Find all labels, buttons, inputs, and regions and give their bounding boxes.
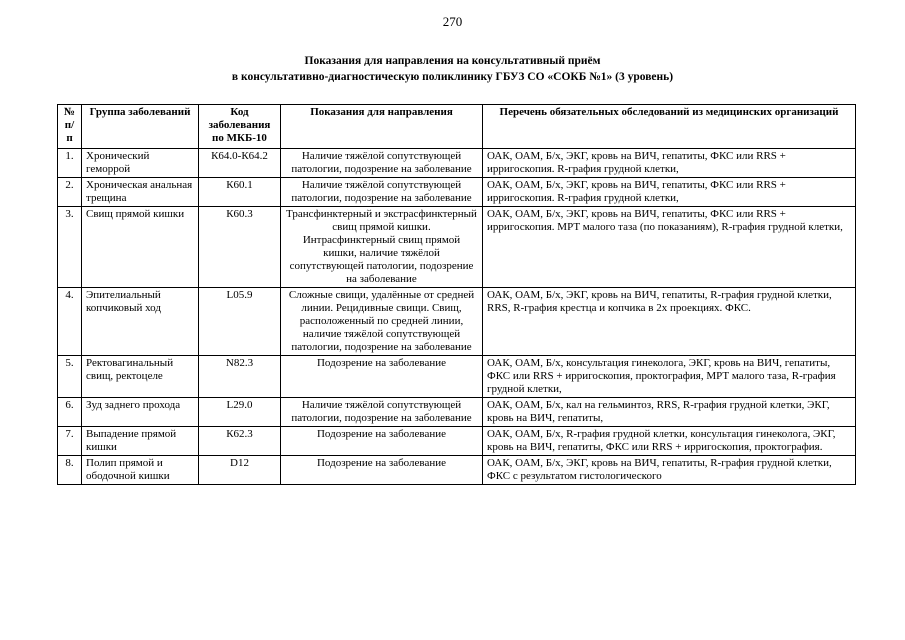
row-exams: ОАК, ОАМ, Б/х, кал на гельминтоз, RRS, R-графия грудной клетки, ЭКГ, кровь на ВИЧ, гепатиты, — [483, 398, 856, 427]
row-num: 6. — [58, 398, 82, 427]
table-row — [58, 207, 856, 288]
header-code: Код заболевания по МКБ-10 — [199, 105, 281, 149]
row-group: Выпадение прямой кишки — [82, 427, 199, 456]
row-code: L29.0 — [199, 398, 281, 427]
row-group: Эпителиальный копчиковый ход — [82, 288, 199, 356]
row-code: К60.3 — [199, 207, 281, 288]
indications-table — [57, 104, 856, 485]
row-indications: Трансфинктерный и экстрасфинктерный свищ прямой кишки. Интрасфинктерный свищ прямой кишки, наличие тяжёлой сопутствующей патологии, подозрение на заболевание — [281, 207, 483, 288]
row-exams: ОАК, ОАМ, Б/х, консультация гинеколога, ЭКГ, кровь на ВИЧ, гепатиты, ФКС или RRS + ирригоскопия, проктография, МРТ малого таза, R-графия грудной клетки, — [483, 356, 856, 398]
row-code: К64.0-К64.2 — [199, 149, 281, 178]
row-num: 5. — [58, 356, 82, 398]
row-exams: ОАК, ОАМ, Б/х, ЭКГ, кровь на ВИЧ, гепатиты, ФКС или RRS + ирригоскопия. МРТ малого таза (по показаниям), R-графия грудной клетки, — [483, 207, 856, 288]
row-num: 7. — [58, 427, 82, 456]
row-num: 1. — [58, 149, 82, 178]
table-row — [58, 149, 856, 178]
row-group: Хроническая анальная трещина — [82, 178, 199, 207]
row-code: К60.1 — [199, 178, 281, 207]
row-group: Зуд заднего прохода — [82, 398, 199, 427]
table-row — [58, 356, 856, 398]
row-num: 3. — [58, 207, 82, 288]
row-exams: ОАК, ОАМ, Б/х, R-графия грудной клетки, консультация гинеколога, ЭКГ, кровь на ВИЧ, гепатиты, ФКС или RRS + ирригоскопия, проктография. — [483, 427, 856, 456]
table-row — [58, 456, 856, 485]
row-exams: ОАК, ОАМ, Б/х, ЭКГ, кровь на ВИЧ, гепатиты, ФКС или RRS + ирригоскопия. R-графия грудной клетки, — [483, 149, 856, 178]
row-code: L05.9 — [199, 288, 281, 356]
row-code: N82.3 — [199, 356, 281, 398]
header-num: № п/п — [58, 105, 82, 149]
table-row — [58, 427, 856, 456]
row-num: 4. — [58, 288, 82, 356]
table-row — [58, 398, 856, 427]
row-indications: Наличие тяжёлой сопутствующей патологии, подозрение на заболевание — [281, 149, 483, 178]
row-num: 8. — [58, 456, 82, 485]
title-line-2: в консультативно-диагностическую поликлинику ГБУЗ СО «СОКБ №1» (3 уровень) — [231, 71, 674, 83]
page-number: 270 — [442, 14, 463, 29]
row-indications: Подозрение на заболевание — [281, 427, 483, 456]
row-indications: Подозрение на заболевание — [281, 456, 483, 485]
table-row — [58, 288, 856, 356]
title-line-1: Показания для направления на консультативный приём — [304, 55, 601, 67]
row-indications: Подозрение на заболевание — [281, 356, 483, 398]
row-group: Свищ прямой кишки — [82, 207, 199, 288]
row-num: 2. — [58, 178, 82, 207]
row-indications: Наличие тяжёлой сопутствующей патологии, подозрение на заболевание — [281, 178, 483, 207]
row-code: D12 — [199, 456, 281, 485]
row-indications: Сложные свищи, удалённые от средней линии. Рецидивные свищи. Свищ, расположенный по средней линии, наличие тяжёлой сопутствующей патологии, подозрение на заболевание — [281, 288, 483, 356]
table-row — [58, 178, 856, 207]
header-exams: Перечень обязательных обследований из медицинских организаций — [483, 105, 856, 149]
header-group: Группа заболеваний — [82, 105, 199, 149]
row-exams: ОАК, ОАМ, Б/х, ЭКГ, кровь на ВИЧ, гепатиты, R-графия грудной клетки, ФКС с результатом гистологического — [483, 456, 856, 485]
row-group: Хронический геморрой — [82, 149, 199, 178]
row-group: Полип прямой и ободочной кишки — [82, 456, 199, 485]
row-indications: Наличие тяжёлой сопутствующей патологии, подозрение на заболевание — [281, 398, 483, 427]
page-title — [0, 53, 905, 85]
row-exams: ОАК, ОАМ, Б/х, ЭКГ, кровь на ВИЧ, гепатиты, ФКС или RRS + ирригоскопия. R-графия грудной клетки, — [483, 178, 856, 207]
header-indications: Показания для направления — [281, 105, 483, 149]
row-code: К62.3 — [199, 427, 281, 456]
row-exams: ОАК, ОАМ, Б/х, ЭКГ, кровь на ВИЧ, гепатиты, R-графия грудной клетки, RRS, R-графия крестца и копчика в 2х проекциях. ФКС. — [483, 288, 856, 356]
row-group: Ректовагинальный свищ, ректоцеле — [82, 356, 199, 398]
table-header-row — [58, 105, 856, 149]
